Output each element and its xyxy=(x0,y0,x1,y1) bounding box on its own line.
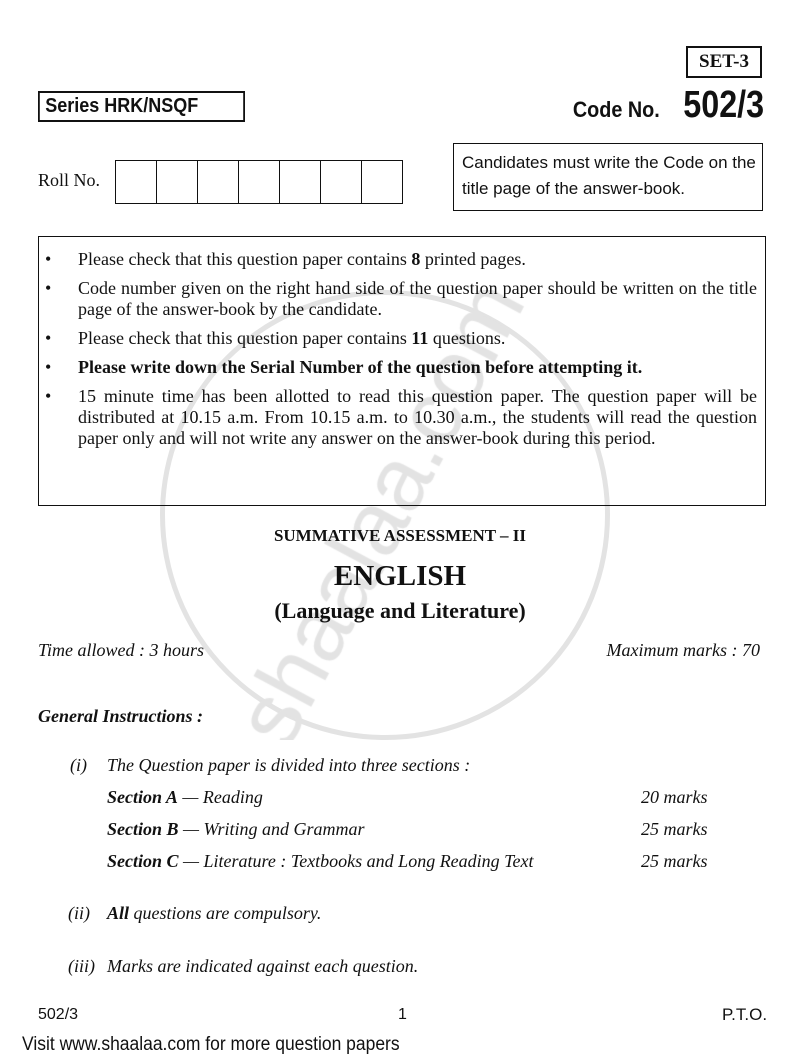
section-row xyxy=(107,851,534,872)
time-allowed: Time allowed : 3 hours xyxy=(38,640,205,660)
instruction-text xyxy=(78,328,757,349)
item-number: (ii) xyxy=(68,903,90,923)
bullet: • xyxy=(45,386,52,406)
item-text: Marks are indicated against each question. xyxy=(107,956,419,976)
item-text: The Question paper is divided into three sections : xyxy=(107,755,471,775)
visit-link[interactable]: Visit www.shaalaa.com for more question papers xyxy=(22,1034,400,1055)
instruction-bold: Please write down the Serial Number of the question before attempting it. xyxy=(78,357,643,377)
roll-cell[interactable] xyxy=(321,161,362,203)
item-rest: questions are compulsory. xyxy=(129,903,322,923)
bullet: • xyxy=(45,249,52,269)
instruction-item xyxy=(45,328,757,349)
roll-cell[interactable] xyxy=(116,161,157,203)
section-row xyxy=(107,819,365,840)
set-badge: SET-3 xyxy=(686,46,762,78)
instruction-text xyxy=(78,278,757,320)
footer-code: 502/3 xyxy=(38,1006,79,1023)
instruction-item xyxy=(45,278,757,320)
pto: P.T.O. xyxy=(722,1005,768,1024)
instruction-bold: 8 xyxy=(411,249,421,269)
instruction-text xyxy=(78,386,757,449)
instruction-plain: Please check that this question paper contains xyxy=(78,328,412,348)
bullet: • xyxy=(45,357,52,377)
section-desc: — Reading xyxy=(177,787,263,807)
bullet: • xyxy=(45,328,52,348)
section-name: Section A xyxy=(107,787,178,807)
page-number: 1 xyxy=(398,1006,407,1023)
section-name: Section C xyxy=(107,851,179,871)
section-marks: 25 marks xyxy=(641,819,708,839)
section-desc: — Writing and Grammar xyxy=(178,819,365,839)
code-number xyxy=(568,84,764,127)
instruction-item xyxy=(45,249,757,270)
series-badge: Series HRK/NSQF xyxy=(38,91,245,122)
assessment-title: SUMMATIVE ASSESSMENT – II xyxy=(273,526,527,545)
roll-number-boxes xyxy=(115,160,403,204)
section-name: Section B xyxy=(107,819,179,839)
instruction-plain: 15 minute time has been allotted to read this question paper. The question paper will be distributed at 10.15 a.m. From 10.15 a.m. to 10.30 a.m., the students will read the question paper only and will not write any answer on the answer-book during this period. xyxy=(78,386,757,448)
roll-cell[interactable] xyxy=(157,161,198,203)
instruction-after: questions. xyxy=(428,328,506,348)
instructions-box xyxy=(38,236,766,506)
instruction-bold: 11 xyxy=(411,328,429,348)
roll-cell[interactable] xyxy=(239,161,280,203)
instruction-plain: Please check that this question paper contains xyxy=(78,249,412,269)
section-marks: 25 marks xyxy=(641,851,708,871)
code-value: 502/3 xyxy=(683,84,764,126)
subject-subtitle: (Language and Literature) xyxy=(274,598,526,623)
item-bold: All xyxy=(107,903,130,923)
section-row xyxy=(107,787,263,808)
roll-cell[interactable] xyxy=(280,161,321,203)
bullet: • xyxy=(45,278,52,298)
instruction-text xyxy=(78,249,757,270)
roll-cell[interactable] xyxy=(198,161,239,203)
item-text xyxy=(107,903,321,924)
section-marks: 20 marks xyxy=(641,787,708,807)
instruction-item xyxy=(45,386,757,449)
instruction-plain: Code number given on the right hand side of the question paper should be written on the title page of the answer-book by the candidate. xyxy=(78,278,757,319)
roll-label: Roll No. xyxy=(38,170,101,190)
instruction-text xyxy=(78,357,757,378)
maximum-marks: Maximum marks : 70 xyxy=(606,640,760,660)
code-label: Code No. xyxy=(572,97,660,122)
candidates-note: Candidates must write the Code on the title page of the answer-book. xyxy=(453,143,763,211)
general-instructions-heading: General Instructions : xyxy=(38,706,204,726)
roll-cell[interactable] xyxy=(362,161,402,203)
instruction-after: printed pages. xyxy=(420,249,526,269)
item-number: (i) xyxy=(70,755,87,775)
item-number: (iii) xyxy=(68,956,95,976)
section-desc: — Literature : Textbooks and Long Reading Text xyxy=(178,851,534,871)
subject-title: ENGLISH xyxy=(333,560,467,592)
instruction-item xyxy=(45,357,757,378)
